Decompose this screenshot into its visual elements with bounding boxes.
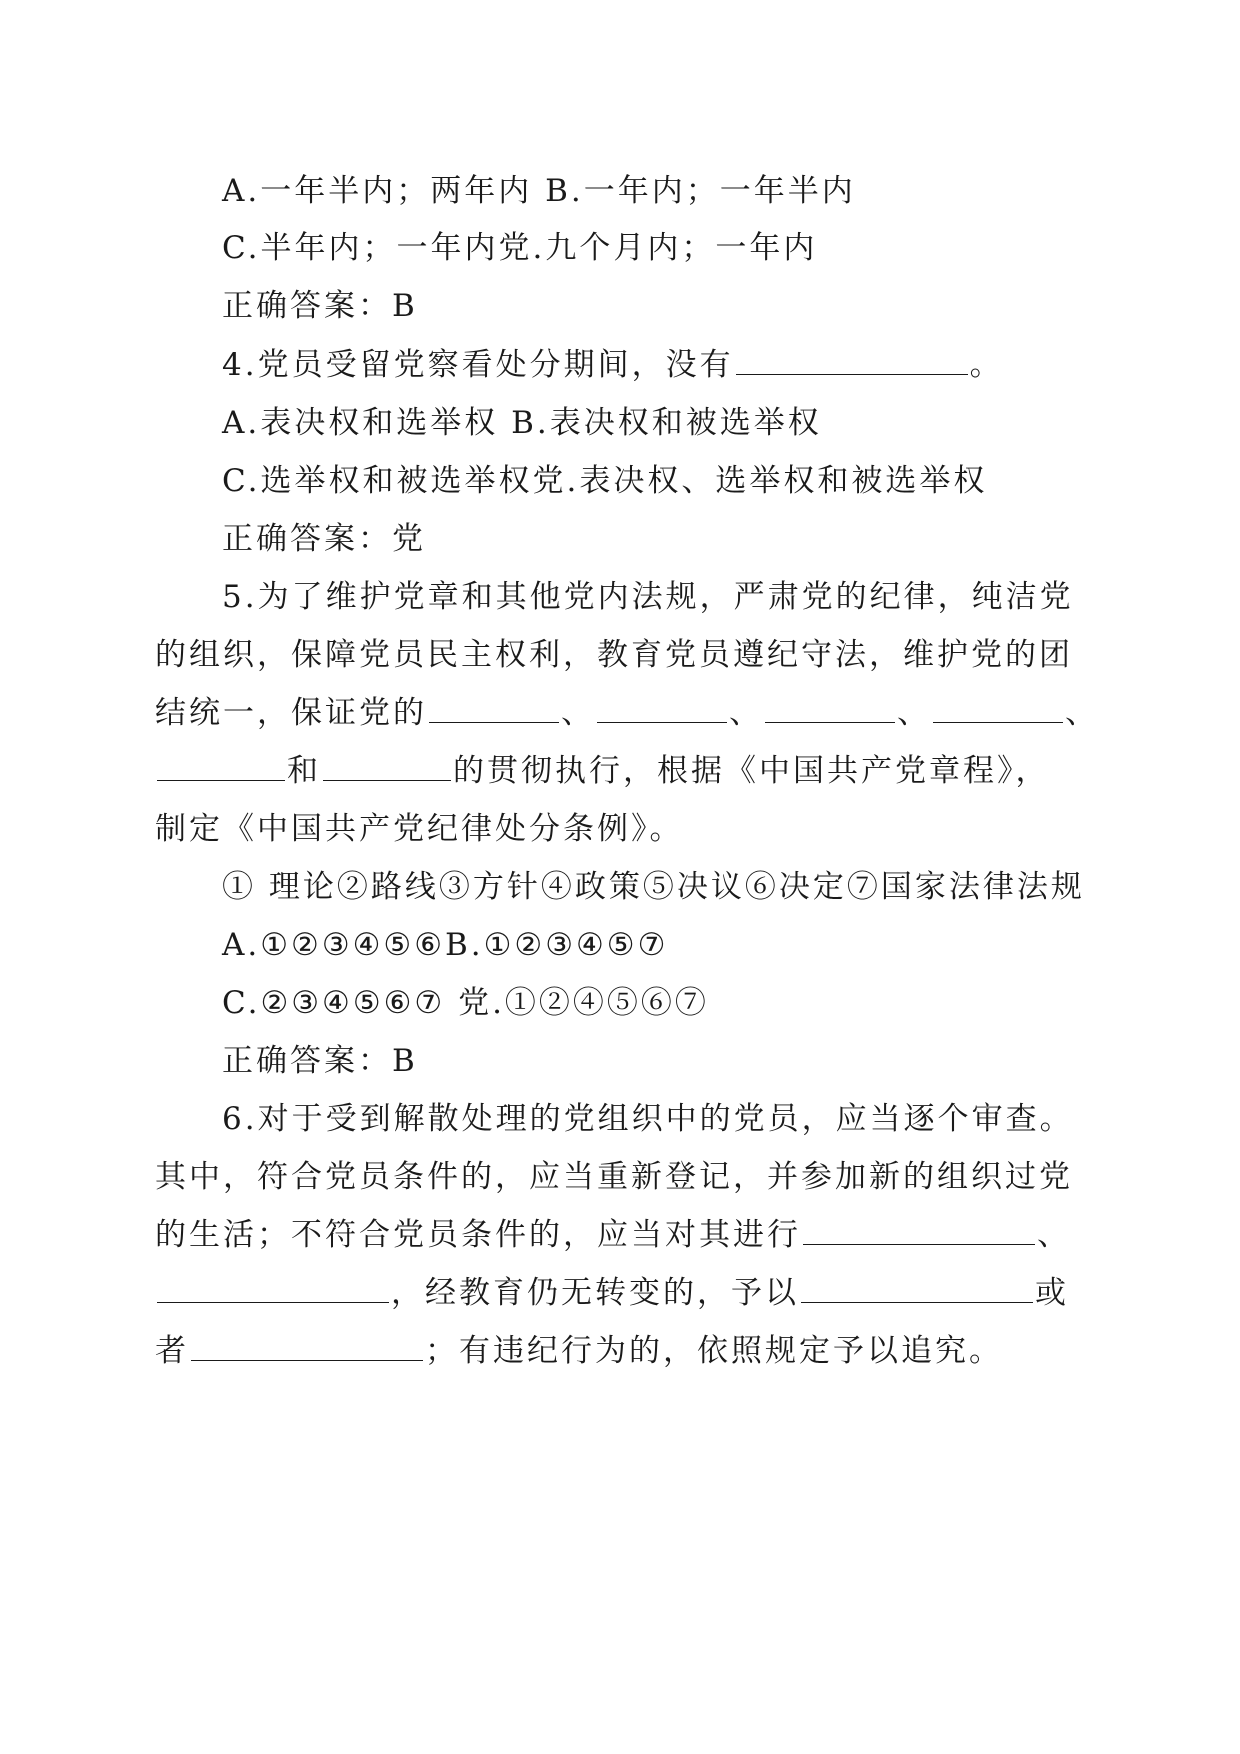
q5-separator: 、: [897, 695, 931, 731]
q5-blank-6: [323, 754, 451, 781]
q5-stem-continuation: 的贯彻执行，根据《中国共产党章程》，: [453, 753, 1050, 789]
q6-stem-line-1: 6.对于受到解散处理的党组织中的党员，应当逐个审查。: [222, 1101, 1074, 1137]
q3-options-ab: A.一年半内；两年内 B.一年内；一年半内: [222, 173, 856, 209]
q6-stem-line-3: [0, 1215, 1240, 1255]
q6-blank-2: [157, 1276, 389, 1303]
q5-separator: 、: [561, 695, 595, 731]
q5-options-ab: A.①②③④⑤⑥B.①②③④⑤⑦: [222, 927, 669, 963]
q5-answer: 正确答案：B: [222, 1043, 418, 1079]
q3-options-cd: C.半年内；一年内党.九个月内；一年内: [222, 230, 818, 266]
q4-stem-end: 。: [969, 347, 1004, 383]
q6-blank-3: [801, 1276, 1033, 1303]
q5-items: ① 理论②路线③方针④政策⑤决议⑥决定⑦国家法律法规: [222, 869, 1085, 905]
q6-stem-text: 的生活；不符合党员条件的，应当对其进行: [155, 1217, 801, 1253]
q5-conjunction: 和: [287, 753, 321, 789]
q6-separator: 、: [1037, 1217, 1071, 1253]
q6-blank-4: [191, 1334, 423, 1361]
q6-stem-text-2: ，经教育仍无转变的，予以: [391, 1275, 799, 1311]
q6-conjunction: 或: [1035, 1275, 1069, 1311]
q6-blank-1: [803, 1218, 1035, 1245]
q5-stem-line-1: 5.为了维护党章和其他党内法规，严肃党的纪律，纯洁党: [222, 579, 1074, 615]
q4-answer-blank: [736, 348, 968, 375]
q6-stem-line-5: [0, 1331, 1240, 1371]
q5-blank-5: [157, 754, 285, 781]
q4-stem-text: 4.党员受留党察看处分期间，没有: [222, 347, 734, 383]
q5-separator: 、: [1065, 695, 1099, 731]
q5-stem-line-2: 的组织，保障党员民主权利，教育党员遵纪守法，维护党的团: [155, 637, 1073, 673]
q5-stem-line-4: [0, 751, 1240, 791]
q6-stem-line-4: [0, 1273, 1240, 1313]
q4-stem: [0, 345, 1240, 385]
q4-answer: 正确答案：党: [222, 521, 426, 557]
q4-options-ab: A.表决权和选举权 B.表决权和被选举权: [222, 405, 822, 441]
q5-stem-line-5: 制定《中国共产党纪律处分条例》。: [155, 811, 684, 847]
q5-stem-line-3: [0, 693, 1240, 733]
q5-separator: 、: [729, 695, 763, 731]
q5-options-cd: C.②③④⑤⑥⑦ 党.①②④⑤⑥⑦: [222, 985, 709, 1021]
q3-answer: 正确答案：B: [222, 288, 418, 324]
q5-stem-text: 结统一，保证党的: [155, 695, 427, 731]
q6-stem-end: ；有违纪行为的，依照规定予以追究。: [425, 1333, 1003, 1369]
q5-blank-2: [597, 696, 727, 723]
q5-blank-1: [429, 696, 559, 723]
q4-options-cd: C.选举权和被选举权党.表决权、选举权和被选举权: [222, 463, 988, 499]
q5-blank-3: [765, 696, 895, 723]
q6-stem-text-3: 者: [155, 1333, 189, 1369]
q6-stem-line-2: 其中，符合党员条件的，应当重新登记，并参加新的组织过党: [155, 1159, 1073, 1195]
q5-blank-4: [933, 696, 1063, 723]
